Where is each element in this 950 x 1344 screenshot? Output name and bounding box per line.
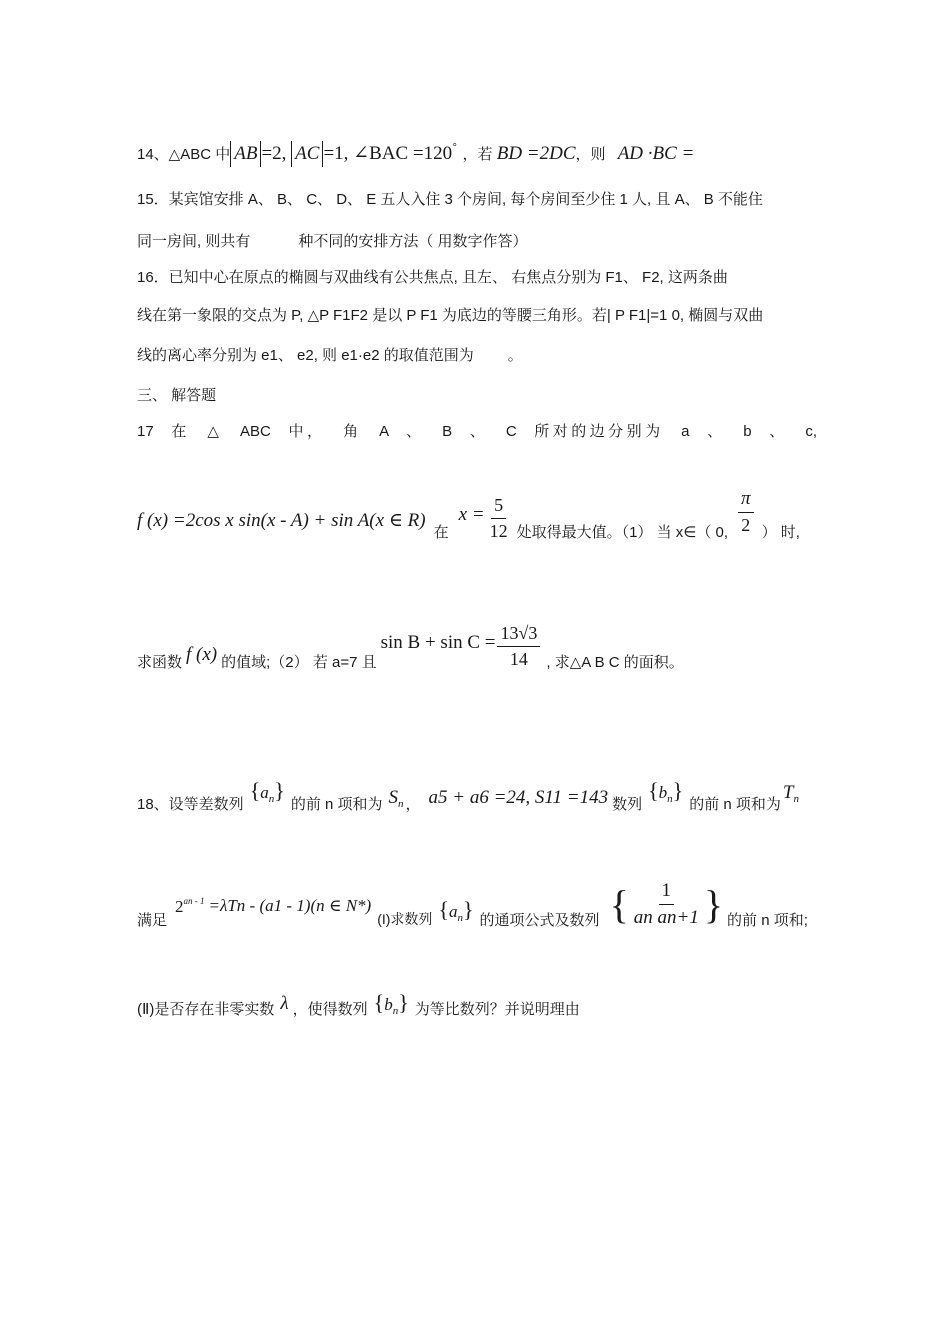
q17-max-text: 处取得最大值。（1） 当 x∈（ 0, xyxy=(516,523,729,541)
q14-ze: ，则 xyxy=(575,146,606,163)
q15-line2a: 同一房间, 则共有 xyxy=(137,233,251,250)
abs-ac: AC xyxy=(291,141,323,167)
q14-bd: BD =2DC xyxy=(496,143,576,164)
q18-line3a: (Ⅱ)是否存在非零实数 xyxy=(137,1000,275,1018)
q17-line1-text: 17 在 △ ABC 中， 角 A 、 B 、 C 所对的边分别为 a 、 b 、 c, xyxy=(137,423,817,440)
seq-an-2: $\{a_n\}$ xyxy=(438,896,474,924)
q17-line1 xyxy=(137,420,817,441)
frac-two: 2 xyxy=(741,515,751,536)
q18-cond: a5 + a6 =24, S11 =143 xyxy=(428,787,609,808)
abs-ab: AB xyxy=(230,141,261,167)
q15-line1: 15．某宾馆安排 A、 B、 C、 D、 E 五人入住 3 个房间, 每个房间至少住 1 人, 且 A、 B 不能住 xyxy=(137,191,763,208)
q14-cond: 2, xyxy=(272,143,292,164)
q14-eq: = xyxy=(261,143,273,164)
fraction-13root3-14 xyxy=(497,623,540,669)
sn-symbol: $S_n$ xyxy=(388,786,404,810)
section-heading: 三、 解答题 xyxy=(137,387,217,404)
q18-line2c: 的通项公式及数列 xyxy=(479,911,600,929)
q16-line1: 16．已知中心在原点的椭圆与双曲线有公共焦点, 且左、 右焦点分别为 F1、 F2, 这两条曲 xyxy=(137,269,728,286)
q17-shi: ） 时, xyxy=(761,523,800,541)
q14-ruo: ，若 xyxy=(462,146,493,163)
seq-bn-2: $\{b_n\}$ xyxy=(373,989,409,1017)
q18-exp: $2^{an - 1}$ xyxy=(175,895,205,916)
q14-dot: AD ·BC = xyxy=(617,143,695,164)
q18-line2b: (I)求数列 xyxy=(377,911,433,927)
q16-line2: 线在第一象限的交点为 P, △P F1F2 是以 P F1 为底边的等腰三角形。若| P F1|=1 0, 椭圆与双曲 xyxy=(137,307,764,324)
q18-comma: ， xyxy=(405,795,421,813)
q17-line3a: 求函数 xyxy=(137,653,183,671)
tn-symbol: $T_n$ xyxy=(782,781,799,805)
q17-zai: 在 xyxy=(433,523,449,541)
seq-bn: $\{b_n\}$ xyxy=(648,777,684,805)
fraction-pi-2 xyxy=(738,488,754,536)
frac-den: 12 xyxy=(489,520,508,541)
q18-line2d: 的前 n 项和; xyxy=(727,911,808,929)
q17-line3 xyxy=(137,618,684,678)
q18-line3 xyxy=(137,990,580,1026)
frac-num: 5 xyxy=(491,495,506,519)
q16-line3 xyxy=(137,344,523,365)
q15-line2 xyxy=(137,230,528,251)
q17-sin-expr: sin B + sin C = xyxy=(380,632,496,653)
q18-exp-rest: =λTn - (a1 - 1)(n ∈ N*) xyxy=(208,896,372,915)
q14-label: 14、△ABC 中 xyxy=(137,146,231,163)
q17-line3c: , 求△A B C 的面积。 xyxy=(546,653,684,671)
q14-line xyxy=(137,128,694,168)
q18-line1b: 的前 n 项和为 xyxy=(290,795,383,813)
fraction-5-12 xyxy=(487,495,511,541)
q17-line3b: 的值域;（2） 若 a=7 且 xyxy=(221,653,377,671)
q18-line2a: 满足 xyxy=(137,911,168,929)
q16-line3a: 线的离心率分别为 e1、 e2, 则 e1·e2 的取值范围为 xyxy=(137,347,474,364)
q17-x-eq: x = xyxy=(458,504,485,525)
q18-line2 xyxy=(137,876,808,940)
q18-line3b: ，使得数列 xyxy=(292,1000,368,1018)
q18-line1c: 数列 xyxy=(612,795,643,813)
q17-line2 xyxy=(137,490,800,550)
q16-line3b: 。 xyxy=(507,347,523,364)
frac-pi: π xyxy=(738,488,754,513)
lambda-symbol: λ xyxy=(280,993,289,1014)
degree-mark: ° xyxy=(452,142,457,154)
q17-func: f (x) =2cos x sin(x - A) + sin A(x ∈ R) xyxy=(137,509,426,531)
q14-cond2: =1, ∠BAC =120 xyxy=(323,143,453,164)
q17-fx: f (x) xyxy=(186,644,218,665)
frac-14: 14 xyxy=(509,648,528,669)
q18-line1d: 的前 n 项和为 xyxy=(689,795,781,813)
frac-13root3: 13√3 xyxy=(497,623,540,647)
q15-line2b: 种不同的安排方法（ 用数字作答） xyxy=(298,233,528,250)
seq-reciprocal: { $\frac{1}{\text{an an+1}}$ } xyxy=(609,879,724,928)
seq-an: $\{a_n\}$ xyxy=(249,777,285,805)
q18-line3c: 为等比数列？并说明理由 xyxy=(414,1000,580,1018)
q18-line1a: 18、设等差数列 xyxy=(137,795,244,813)
q18-line1 xyxy=(137,776,799,820)
